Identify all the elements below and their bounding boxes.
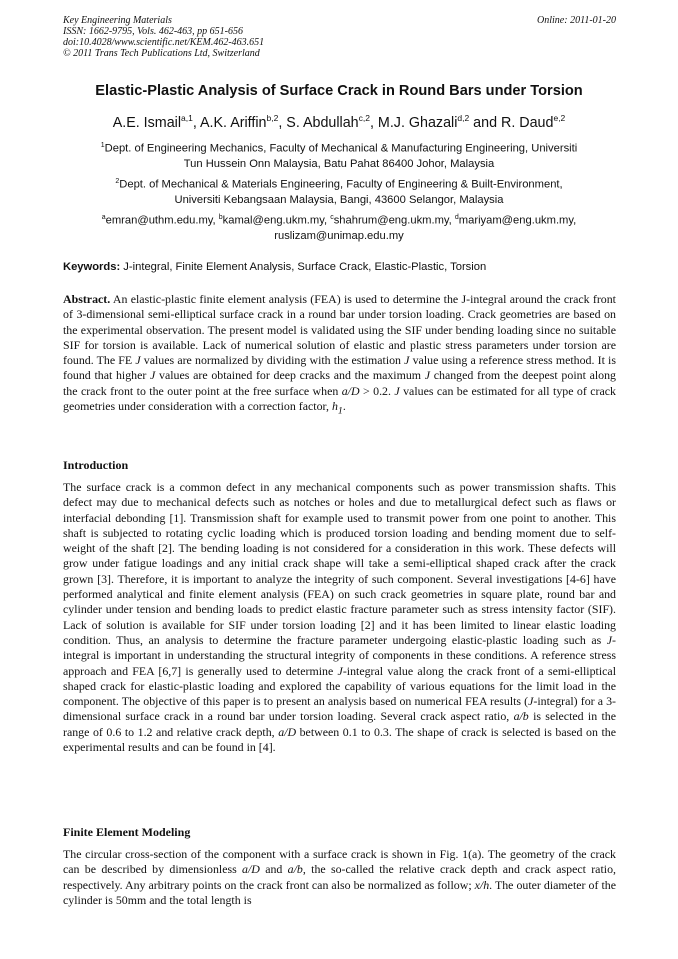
introduction-paragraph: The surface crack is a common defect in any mechanical components such as power transmission shafts. This defect may due to mechanical defects such as notches or holes and due to metallurgical defect such as flaws or interfacial debonding [1]. Transmission shaft for example used to transmit power from one point to another. This shaft is subjected to rotating cyclic loading which is produced torsion loading and bending moment due to self-weight of the shaft [2]. The bending loading is not considered for a consideration in this work. These defects will grow under fatigue loadings and any initial crack shape will take a semi-elliptical shaped crack after the crack grown [3]. Therefore, it is important to analyze the integrity of such component. Several investigations [4-6] have performed analytical and finite element analysis (FEA) on such crack geometries in square plate, round bar and cylinder under tension and bending loads to predict elastic fracture parameter such as stress intensity factor (SIF). Lack of solution is available for SIF under torsion loading [2] and it has been limited to linear elastic loading condition. Thus, an analysis to determine the fracture parameter undergoing elastic-plastic loading such as J-integral is important in understanding the structural integrity of components in these conditions. A reference stress approach and FEA [6,7] is generally used to determine J-integral value along the crack front of a semi-elliptical shaped crack for elastic-plastic loading and explored the capability of various equations for the limit load in the component. The objective of this paper is to present an analysis based on numerical FEA results (J-integral) for a 3-dimensional surface crack in a round bar under torsion loading. Several crack aspect ratio, a/b is selected in the range of 0.6 to 1.2 and relative crack depth, a/D between 0.1 to 0.3. The shape of crack is selected is based on the experimental results and can be found in [4]. (63, 480, 616, 755)
paper-title: Elastic-Plastic Analysis of Surface Crack in Round Bars under Torsion (95, 83, 583, 99)
online-date: Online: 2011-01-20 (537, 15, 616, 26)
doi: doi:10.4028/www.scientific.net/KEM.462-463.651 (63, 37, 265, 48)
issn: ISSN: 1662-9795, Vols. 462-463, pp 651-656 (63, 26, 243, 37)
author-list: A.E. Ismail$^{a,1}$, A.K. Ariffin$^{b,2}$, S. Abdullah$^{c,2}$, M.J. Ghazali$^{d,2}$ and R. Daud$^{e,2}$ (112, 113, 566, 131)
author-name: A.K. Ariffin (200, 114, 267, 131)
section-heading-introduction: Introduction (63, 458, 129, 472)
copyright: © 2011 Trans Tech Publications Ltd, Switzerland (63, 48, 260, 59)
email-link[interactable]: emran@uthm.edu.my, (105, 214, 219, 227)
section-heading-finite-element-modeling: Finite Element Modeling (63, 825, 191, 839)
email-link[interactable]: mariyam@eng.ukm.my, (458, 214, 577, 227)
author-name: A.E. Ismail (112, 114, 182, 131)
journal-header (63, 15, 616, 59)
author-sup: e,2 (553, 113, 566, 123)
author-emails: $^a$emran@uthm.edu.my, $^b$kamal@eng.ukm.my, $^c$shahrum@eng.ukm.my, $^d$mariyam@eng.ukm.my, ruslizam@unimap.edu.my (101, 214, 577, 242)
affiliation-1: $^1$Dept. of Engineering Mechanics, Faculty of Mechanical & Manufacturing Engineering, Universiti Tun Hussein Onn Malaysia, Batu Pahat 86400 Johor, Malaysia (100, 142, 578, 170)
author-sup: c,2 (358, 113, 370, 123)
author-sup: d,2 (457, 113, 470, 123)
email-link[interactable]: ruslizam@unimap.edu.my (274, 229, 404, 242)
author-sup: b,2 (266, 113, 279, 123)
abstract-paragraph: Abstract. An elastic-plastic finite element analysis (FEA) is used to determine the J-integral around the crack front of 3-dimensional semi-elliptical surface crack in a round bar under torsion loading. Crack geometries are based on the experimental observation. The present model is validated using the SIF under bending loading since no suitable SIF for torsion is available. Lack of numerical solution of elastic and plastic stress parameters under torsion are found. The FE J values are normalized by dividing with the estimation J value using a reference stress method. It is found that higher J values are obtained for deep cracks and the maximum J changed from the deepest point along the crack front to the outer point at the free surface when a/D > 0.2. J values can be estimated for all type of crack geometries under consideration with a correction factor, $h_1$. (63, 292, 616, 417)
keywords: Keywords: J-integral, Finite Element Analysis, Surface Crack, Elastic-Plastic, Torsion (63, 261, 487, 273)
email-link[interactable]: shahrum@eng.ukm.my, (333, 214, 455, 227)
fem-paragraph: The circular cross-section of the component with a surface crack is shown in Fig. 1(a). The geometry of the crack can be described by dimensionless a/D and a/b, the so-called the relative crack depth and crack aspect ratio, respectively. Any arbitrary points on the crack front can also be normalized as follow; x/h. The outer diameter of the cylinder is 50mm and the total length is (63, 847, 616, 907)
affiliation-2: $^2$Dept. of Mechanical & Materials Engineering, Faculty of Engineering & Built-Environment, Universiti Kebangsaan Malaysia, Bangi, 43600 Selangor, Malaysia (115, 178, 563, 206)
email-link[interactable]: kamal@eng.ukm.my, (222, 214, 331, 227)
author-sup: a,1 (181, 113, 193, 123)
journal-name: Key Engineering Materials (63, 15, 172, 26)
author-name: S. Abdullah (286, 114, 359, 131)
author-name: R. Daud (501, 114, 554, 131)
author-name: M.J. Ghazali (377, 114, 458, 131)
